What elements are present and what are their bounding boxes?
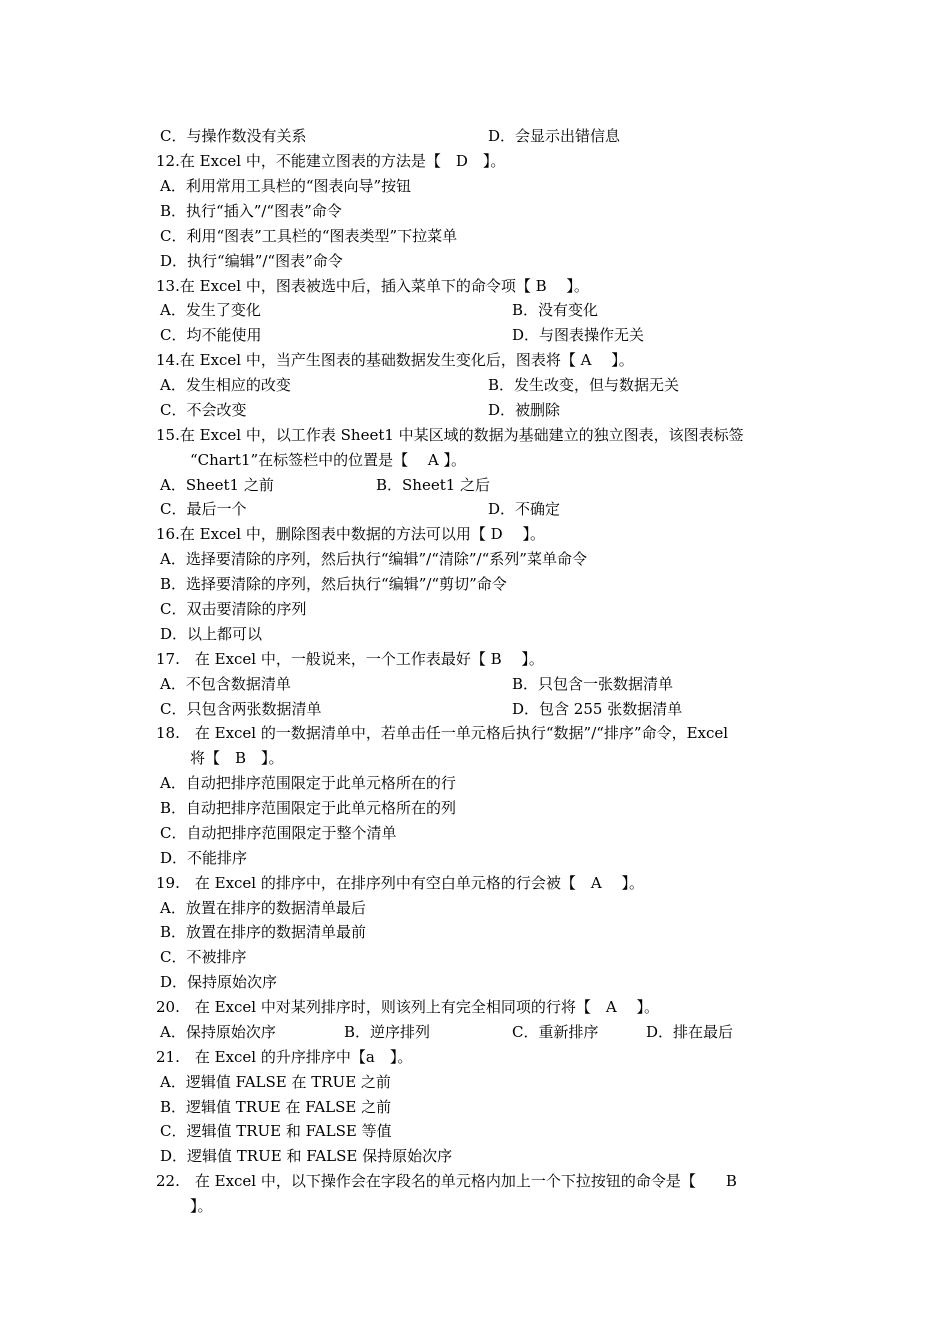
question-22-cont: 】。	[190, 1197, 213, 1215]
question-14: 14.在 Excel 中，当产生图表的基础数据发生变化后，图表将【 A 】。	[156, 351, 634, 369]
question-18-cont: 将【 B 】。	[190, 749, 284, 767]
option-line: A．利用常用工具栏的“图表向导”按钮	[160, 177, 412, 195]
option-line: B．自动把排序范围限定于此单元格所在的列	[160, 799, 457, 817]
option-line: A．不包含数据清单	[160, 675, 291, 693]
option-line: C．不被排序	[160, 948, 247, 966]
option-line: D．以上都可以	[160, 625, 263, 643]
option-line: B．Sheet1 之后	[376, 476, 491, 494]
option-line: D．逻辑值 TRUE 和 FALSE 保持原始次序	[160, 1147, 453, 1165]
option-line: C．重新排序	[512, 1023, 599, 1041]
question-15: 15.在 Excel 中，以工作表 Sheet1 中某区域的数据为基础建立的独立图表，该图表标签	[156, 426, 744, 444]
option-line: A．自动把排序范围限定于此单元格所在的行	[160, 774, 456, 792]
option-line: A．逻辑值 FALSE 在 TRUE 之前	[160, 1073, 391, 1091]
option-line: B．发生改变，但与数据无关	[488, 376, 680, 394]
question-15-cont: “Chart1”在标签栏中的位置是【 A 】。	[190, 451, 467, 469]
option-line: C．逻辑值 TRUE 和 FALSE 等值	[160, 1122, 392, 1140]
option-line: A．发生了变化	[160, 301, 261, 319]
option-line: C．双击要清除的序列	[160, 600, 307, 618]
question-16: 16.在 Excel 中，删除图表中数据的方法可以用【 D 】。	[156, 525, 545, 543]
option-line: A．放置在排序的数据清单最后	[160, 899, 366, 917]
option-line: D．与图表操作无关	[512, 326, 645, 344]
question-13: 13.在 Excel 中，图表被选中后，插入菜单下的命令项【 B 】。	[156, 277, 589, 295]
option-line: B．执行“插入”/“图表”命令	[160, 202, 342, 220]
option-line: B．只包含一张数据清单	[512, 675, 674, 693]
option-line: A．保持原始次序	[160, 1023, 276, 1041]
option-line: D．不能排序	[160, 849, 248, 867]
question-21: 21. 在 Excel 的升序排序中【a 】。	[156, 1048, 413, 1066]
question-17: 17. 在 Excel 中，一般说来，一个工作表最好【 B 】。	[156, 650, 544, 668]
option-line: A．发生相应的改变	[160, 376, 291, 394]
question-20: 20. 在 Excel 中对某列排序时，则该列上有完全相同项的行将【 A 】。	[156, 998, 659, 1016]
question-19: 19. 在 Excel 的排序中，在排序列中有空白单元格的行会被【 A 】。	[156, 874, 644, 892]
option-line: C．均不能使用	[160, 326, 262, 344]
option-line: B．没有变化	[512, 301, 599, 319]
option-line: D．排在最后	[646, 1023, 734, 1041]
option-line: A．Sheet1 之前	[160, 476, 274, 494]
option-line: B．逻辑值 TRUE 在 FALSE 之前	[160, 1098, 392, 1116]
option-line: D．被删除	[488, 401, 561, 419]
question-12: 12.在 Excel 中，不能建立图表的方法是【 D 】。	[156, 152, 506, 170]
option-line: B．逆序排列	[344, 1023, 431, 1041]
option-line: D．执行“编辑”/“图表”命令	[160, 252, 343, 270]
text-line: C．与操作数没有关系	[160, 127, 307, 145]
option-line: D．包含 255 张数据清单	[512, 700, 683, 718]
text-line: D．会显示出错信息	[488, 127, 621, 145]
option-line: C．利用“图表”工具栏的“图表类型”下拉菜单	[160, 227, 458, 245]
option-line: B．选择要清除的序列，然后执行“编辑”/“剪切”命令	[160, 575, 507, 593]
option-line: B．放置在排序的数据清单最前	[160, 923, 367, 941]
question-22: 22. 在 Excel 中，以下操作会在字段名的单元格内加上一个下拉按钮的命令是【 B	[156, 1172, 737, 1190]
option-line: C．自动把排序范围限定于整个清单	[160, 824, 397, 842]
question-18: 18. 在 Excel 的一数据清单中，若单击任一单元格后执行“数据”/“排序”命令，Excel	[156, 724, 729, 742]
option-line: D．不确定	[488, 500, 561, 518]
option-line: A．选择要清除的序列，然后执行“编辑”/“清除”/“系列”菜单命令	[160, 550, 587, 568]
option-line: C．最后一个	[160, 500, 247, 518]
option-line: C．不会改变	[160, 401, 247, 419]
option-line: C．只包含两张数据清单	[160, 700, 322, 718]
option-line: D．保持原始次序	[160, 973, 278, 991]
